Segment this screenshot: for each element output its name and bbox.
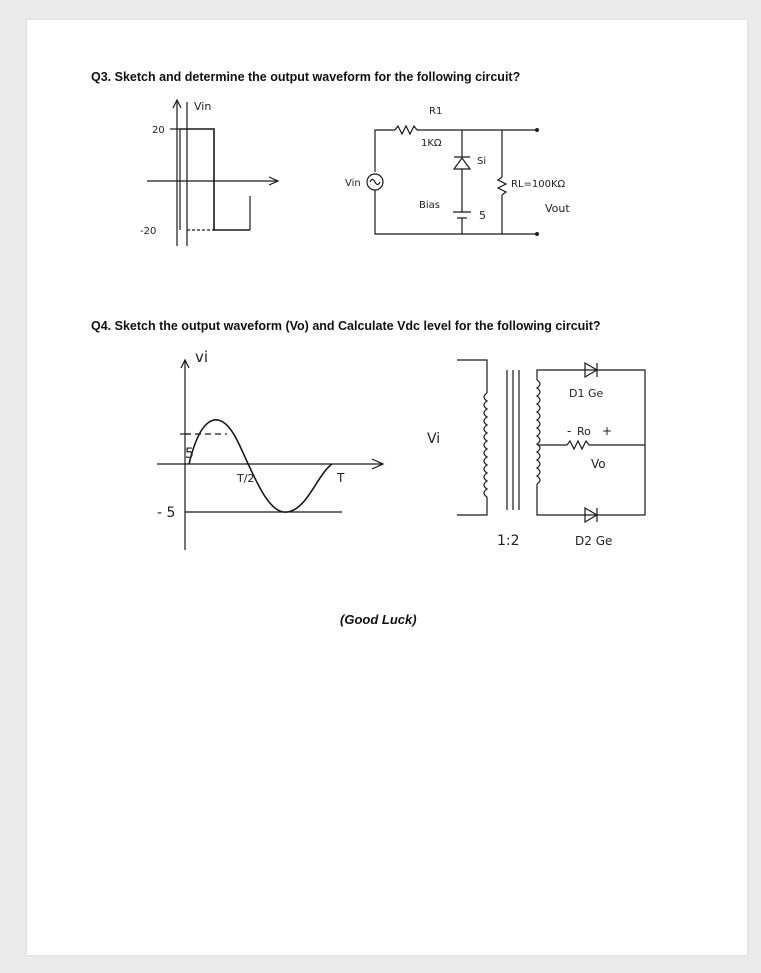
question-3-title: Q3. Sketch and determine the output waveform for the following circuit? [91, 70, 521, 84]
q3-resistor-name: R1 [429, 106, 443, 117]
q4-secondary-coil [537, 380, 540, 484]
q3-ac-source-symbol [370, 180, 380, 185]
q3-output-bottom-terminal [535, 232, 539, 236]
q4-minus-sign: - [567, 424, 572, 438]
q4-output-label: Vo [591, 457, 606, 471]
q4-plus-sign: + [602, 424, 613, 438]
q3-left-top-wire [375, 130, 395, 172]
q3-input-waveform-graph [132, 96, 292, 246]
q4-positive-level: 5 [185, 446, 194, 462]
q3-source-label: Vin [345, 178, 361, 189]
q4-diode2-label: D2 Ge [575, 534, 613, 548]
question-4-title: Q4. Sketch the output waveform (Vo) and Calculate Vdc level for the following circuit? [91, 319, 601, 333]
q3-circuit-diagram [317, 102, 577, 242]
q4-input-waveform-graph [127, 350, 397, 555]
q4-negative-level: - 5 [157, 505, 176, 521]
document-page [27, 20, 747, 955]
good-luck-text: (Good Luck) [340, 612, 417, 627]
q3-negative-level: -20 [140, 226, 157, 237]
q3-load-label: RL=100KΩ [511, 179, 566, 190]
q4-half-period-label: T/2 [237, 472, 255, 485]
q4-circuit-diagram [397, 355, 657, 555]
q4-resistor-ro [567, 441, 589, 449]
q4-diode1-label: D1 Ge [569, 387, 604, 400]
q3-output-label: Vout [545, 202, 570, 215]
q4-input-label: Vi [427, 431, 441, 447]
q3-bias-label: Bias [419, 200, 440, 211]
q3-resistor-r1 [395, 126, 417, 134]
q3-load-resistor [498, 177, 506, 195]
q3-square-wave [180, 129, 250, 230]
q4-resistor-label: Ro [577, 425, 591, 438]
q4-primary-coil [484, 393, 487, 497]
q4-period-label: T [337, 471, 345, 485]
q4-primary-bottom-lead [457, 497, 487, 515]
q3-positive-level: 20 [152, 125, 165, 136]
q4-turns-ratio: 1:2 [497, 533, 520, 549]
q3-axis-label: Vin [194, 100, 212, 113]
q4-primary-top-lead [457, 360, 487, 393]
q3-resistor-value: 1KΩ [421, 138, 442, 149]
q3-output-top-terminal [535, 128, 539, 132]
q3-si-diode [454, 157, 470, 169]
q4-axis-label: vi [195, 348, 209, 366]
q3-diode-label: Si [477, 156, 487, 167]
q3-bias-value: 5 [479, 209, 486, 222]
